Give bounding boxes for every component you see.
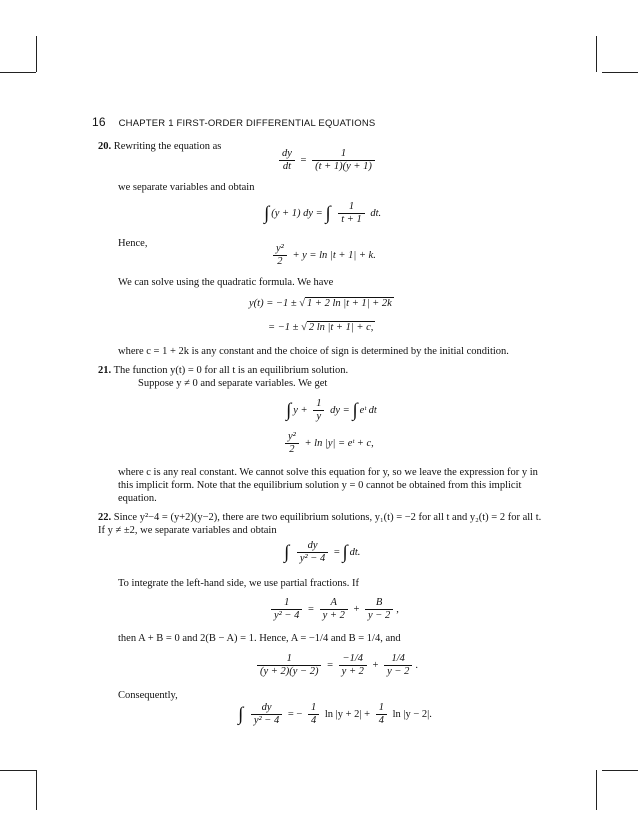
equation-8: ∫ $\frac{dy}{\text{y² − 4}}$ = ∫ dt. xyxy=(284,540,361,564)
crop-mark xyxy=(36,770,37,810)
problem-22-partial: To integrate the left-hand side, we use partial fractions. If xyxy=(118,578,359,589)
equation-3: $\frac{\text{y²}}{2}$ + y = ln |t + 1| + k. xyxy=(270,243,376,268)
problem-21-line2: Suppose y ≠ 0 and separate variables. We get xyxy=(138,378,328,389)
page-number: 16 xyxy=(92,115,106,129)
problem-22-then: then A + B = 0 and 2(B − A) = 1. Hence, A = −1/4 and B = 1/4, and xyxy=(118,633,401,644)
crop-mark xyxy=(596,770,597,810)
equation-5: = −1 ± √ 2 ln |t + 1| + c, xyxy=(268,322,374,333)
equation-7: $\frac{\text{y²}}{2}$ + ln |y| = eᵗ + c, xyxy=(282,431,374,456)
equation-2: ∫ (y + 1) dy = ∫ $\frac{1}{t + 1}$ dt. xyxy=(264,201,382,225)
problem-20-intro: 20. Rewriting the equation as xyxy=(98,141,222,152)
equation-1: $\frac{dy}{dt}$ = $\frac{1}{(t + 1)(y + 1)}$ xyxy=(276,148,378,173)
equation-4: y(t) = −1 ± √ 1 + 2 ln |t + 1| + 2k xyxy=(249,298,392,309)
crop-mark xyxy=(0,72,36,73)
problem-20-where: where c = 1 + 2k is any constant and the choice of sign is determined by the initial condition. xyxy=(118,346,509,357)
problem-20-hence: Hence, xyxy=(118,238,148,249)
equation-11: ∫ $\frac{dy}{\text{y² − 4}}$ = − $\frac{1}{4}$ ln |y + 2| + $\frac{1}{4}$ ln |y − 2|. xyxy=(238,702,432,726)
problem-22-paragraph: 22. Since y²−4 = (y+2)(y−2), there are two equilibrium solutions, y₁(t) = −2 for all t and y₂(t) = 2 for all t. If y ≠ ±2, we separate variables and obtain xyxy=(98,512,542,536)
equation-6: ∫ y + $\frac{1}{y}$ dy = ∫ eᵗ dt xyxy=(286,398,377,422)
crop-mark xyxy=(602,72,638,73)
crop-mark xyxy=(596,36,597,72)
running-header xyxy=(92,116,375,130)
problem-20-separate: we separate variables and obtain xyxy=(118,182,255,193)
crop-mark xyxy=(602,770,638,771)
problem-21-paragraph: where c is any real constant. We cannot solve this equation for y, so we leave the expression for y in this implicit form. Note that the equilibrium solution y = 0 cannot be obtained from this implicit equation. xyxy=(118,467,538,504)
chapter-title: CHAPTER 1 FIRST-ORDER DIFFERENTIAL EQUATIONS xyxy=(118,118,376,129)
crop-mark xyxy=(0,770,36,771)
problem-20-quadratic: We can solve using the quadratic formula. We have xyxy=(118,277,334,288)
crop-mark xyxy=(36,36,37,72)
problem-21-line1: 21. The function y(t) = 0 for all t is an equilibrium solution. xyxy=(98,365,349,376)
equation-9: $\frac{1}{\text{y² − 4}}$ = $\frac{A}{y + 2}$ + $\frac{B}{y - 2}$ , xyxy=(268,597,399,622)
problem-22-consequently: Consequently, xyxy=(118,690,178,701)
equation-10: $\frac{1}{(y + 2)(y - 2)}$ = $\frac{-1/4}{y + 2}$ + $\frac{1/4}{y - 2}$ . xyxy=(254,653,418,678)
